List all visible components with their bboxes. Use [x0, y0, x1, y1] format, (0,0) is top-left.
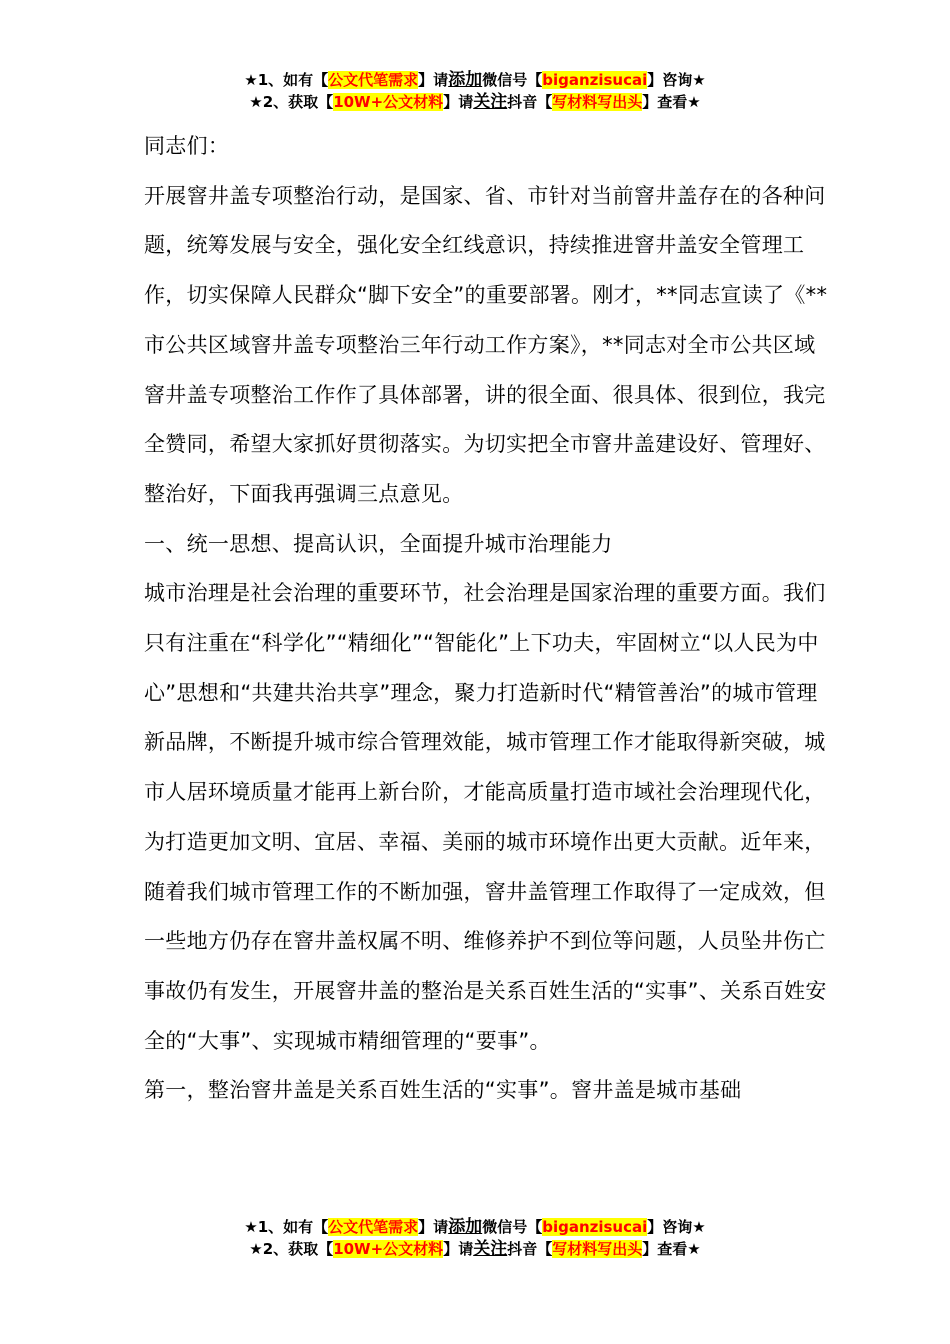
highlight-service: 公文代笔需求 — [328, 71, 419, 89]
highlight-douyin: 写材料写出头 — [552, 1240, 643, 1258]
header-banner — [0, 69, 950, 113]
highlight-materials: 10W+公文材料 — [333, 1240, 444, 1258]
footer-banner — [0, 1216, 950, 1260]
banner-line-2: ★2、获取【10W+公文材料】请关注抖音【写材料写出头】查看★ — [249, 92, 701, 112]
paragraph: 第一，整治窨井盖是关系百姓生活的“实事”。窨井盖是城市基础 — [144, 1078, 742, 1103]
highlight-service: 公文代笔需求 — [328, 1218, 419, 1236]
paragraph: 开展窨井盖专项整治行动，是国家、省、市针对当前窨井盖存在的各种问题，统筹发展与安全，强化安全红线意识，持续推进窨井盖安全管理工作，切实保障人民群众“脚下安全”的重要部署。刚才，**同志宣读了《**市公共区域窨井盖专项整治三年行动工作方案》，**同志对全市公共区域窨井盖专项整治工作作了具体部署，讲的很全面、很具体、很到位，我完全赞同，希望大家抓好贯彻落实。为切实把全市窨井盖建设好、管理好、整治好，下面我再强调三点意见。 — [144, 183, 828, 506]
highlight-wechat-id: biganzisucai — [542, 1218, 648, 1236]
salutation: 同志们： — [144, 134, 230, 158]
highlight-materials: 10W+公文材料 — [333, 93, 444, 111]
document-body — [144, 122, 834, 1116]
highlight-wechat-id: biganzisucai — [542, 71, 648, 89]
paragraph: 城市治理是社会治理的重要环节，社会治理是国家治理的重要方面。我们只有注重在“科学化”“精细化”“智能化”上下功夫，牢固树立“以人民为中心”思想和“共建共治共享”理念，聚力打造新时代“精管善治”的城市管理新品牌，不断提升城市综合管理效能，城市管理工作才能取得新突破，城市人居环境质量才能再上新台阶，才能高质量打造市域社会治理现代化，为打造更加文明、宜居、幸福、美丽的城市环境作出更大贡献。近年来，随着我们城市管理工作的不断加强，窨井盖管理工作取得了一定成效，但一些地方仍存在窨井盖权属不明、维修养护不到位等问题，人员坠井伤亡事故仍有发生，开展窨井盖的整治是关系百姓生活的“实事”、关系百姓安全的“大事”、实现城市精细管理的“要事”。 — [144, 581, 827, 1053]
highlight-douyin: 写材料写出头 — [552, 93, 643, 111]
banner-line-2: ★2、获取【10W+公文材料】请关注抖音【写材料写出头】查看★ — [249, 1239, 701, 1259]
banner-line-1: ★1、如有【公文代笔需求】请添加微信号【biganzisucai】咨询★ — [244, 1217, 706, 1237]
banner-line-1: ★1、如有【公文代笔需求】请添加微信号【biganzisucai】咨询★ — [244, 70, 706, 90]
section-heading: 一、统一思想、提高认识，全面提升城市治理能力 — [144, 531, 613, 556]
